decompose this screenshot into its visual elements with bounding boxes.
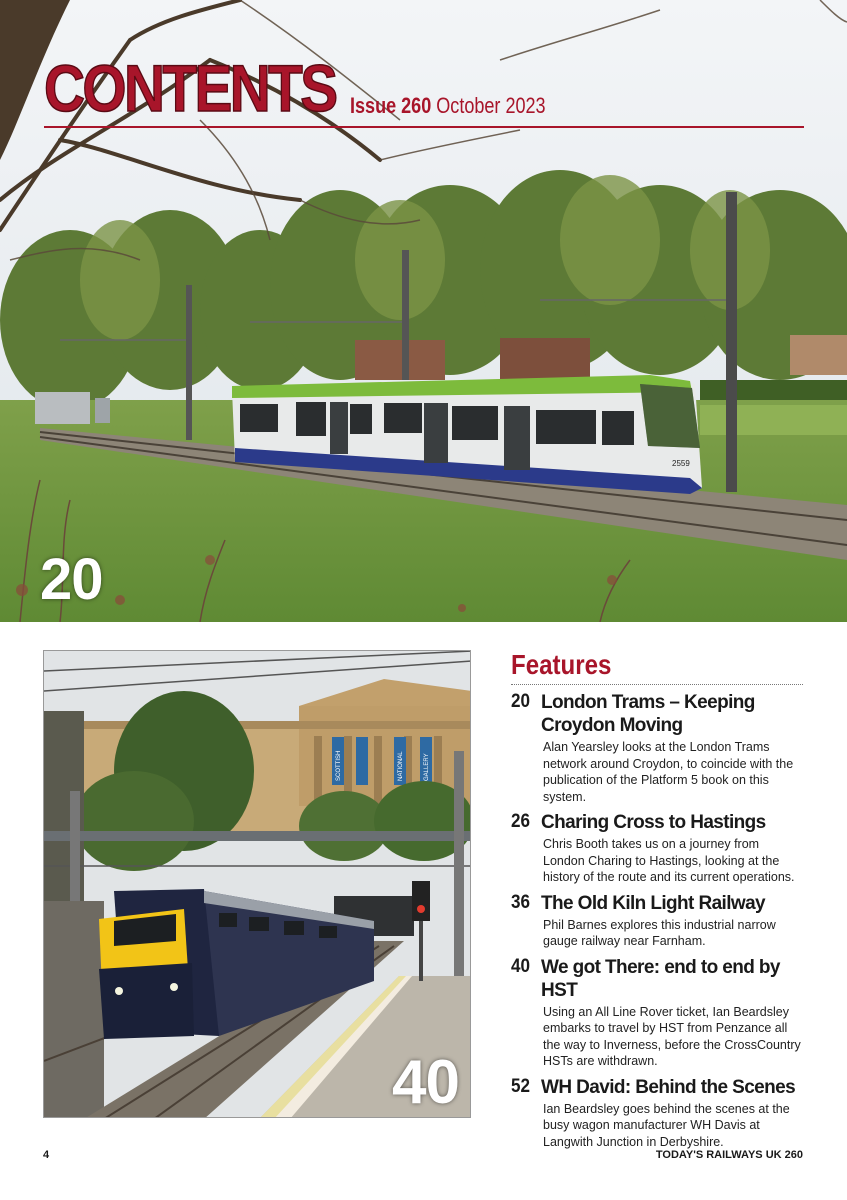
tram-number: 2559: [672, 459, 690, 468]
banner-text: SCOTTISH: [336, 750, 342, 781]
banner-text: NATIONAL: [398, 751, 404, 781]
feature-item[interactable]: [511, 956, 803, 1070]
hst-photo: [43, 650, 471, 1118]
feature-description: Using an All Line Rover ticket, Ian Beardsley embarks to travel by HST from Penzance all the way to Inverness, before the CrossCountry HSTs are withdrawn.: [543, 1004, 801, 1068]
feature-item[interactable]: [511, 1076, 803, 1151]
feature-title[interactable]: The Old Kiln Light Railway: [541, 892, 766, 914]
features-heading: Features: [511, 649, 612, 680]
feature-page-number: 52: [511, 1075, 531, 1097]
footer-magazine-title: TODAY'S RAILWAYS UK 260: [655, 1149, 803, 1161]
feature-title[interactable]: London Trams – Keeping Croydon Moving: [541, 692, 755, 736]
hero-page-number: 20: [40, 547, 103, 612]
issue-number: Issue 260: [350, 93, 432, 118]
issue-date: October 2023: [436, 93, 546, 118]
feature-title[interactable]: We got There: end to end by HST: [541, 956, 780, 1001]
banner-text: GALLERY: [424, 753, 430, 781]
feature-item[interactable]: [511, 892, 803, 950]
feature-description: Ian Beardsley goes behind the scenes at the busy wagon manufacturer WH Davis at Langwith Junction in Derbyshire.: [543, 1101, 790, 1149]
feature-page-number: 20: [511, 691, 531, 712]
masthead-rule: [44, 126, 804, 128]
features-divider: [511, 684, 803, 685]
feature-page-number: 26: [511, 811, 531, 832]
feature-description: Alan Yearsley looks at the London Trams network around Croydon, to coincide with the publication of the Platform 5 book on this system.: [543, 740, 794, 804]
feature-page-number: 36: [511, 891, 531, 913]
features-section: [511, 648, 803, 1150]
masthead: [44, 50, 804, 130]
feature-item[interactable]: [511, 691, 803, 805]
feature-title[interactable]: Charing Cross to Hastings: [541, 812, 766, 833]
issue-info: [350, 93, 546, 119]
feature-title[interactable]: WH David: Behind the Scenes: [541, 1076, 796, 1098]
footer-page-number: 4: [43, 1149, 50, 1161]
feature-page-number: 40: [511, 955, 531, 977]
feature-description: Phil Barnes explores this industrial narrow gauge railway near Farnham.: [543, 917, 776, 948]
photo2-page-number: 40: [392, 1048, 459, 1117]
feature-description: Chris Booth takes us on a journey from London Charing to Hastings, looking at the history of the route and its current operations.: [543, 837, 795, 884]
page-title: CONTENTS: [44, 51, 336, 125]
feature-item[interactable]: [511, 811, 803, 886]
